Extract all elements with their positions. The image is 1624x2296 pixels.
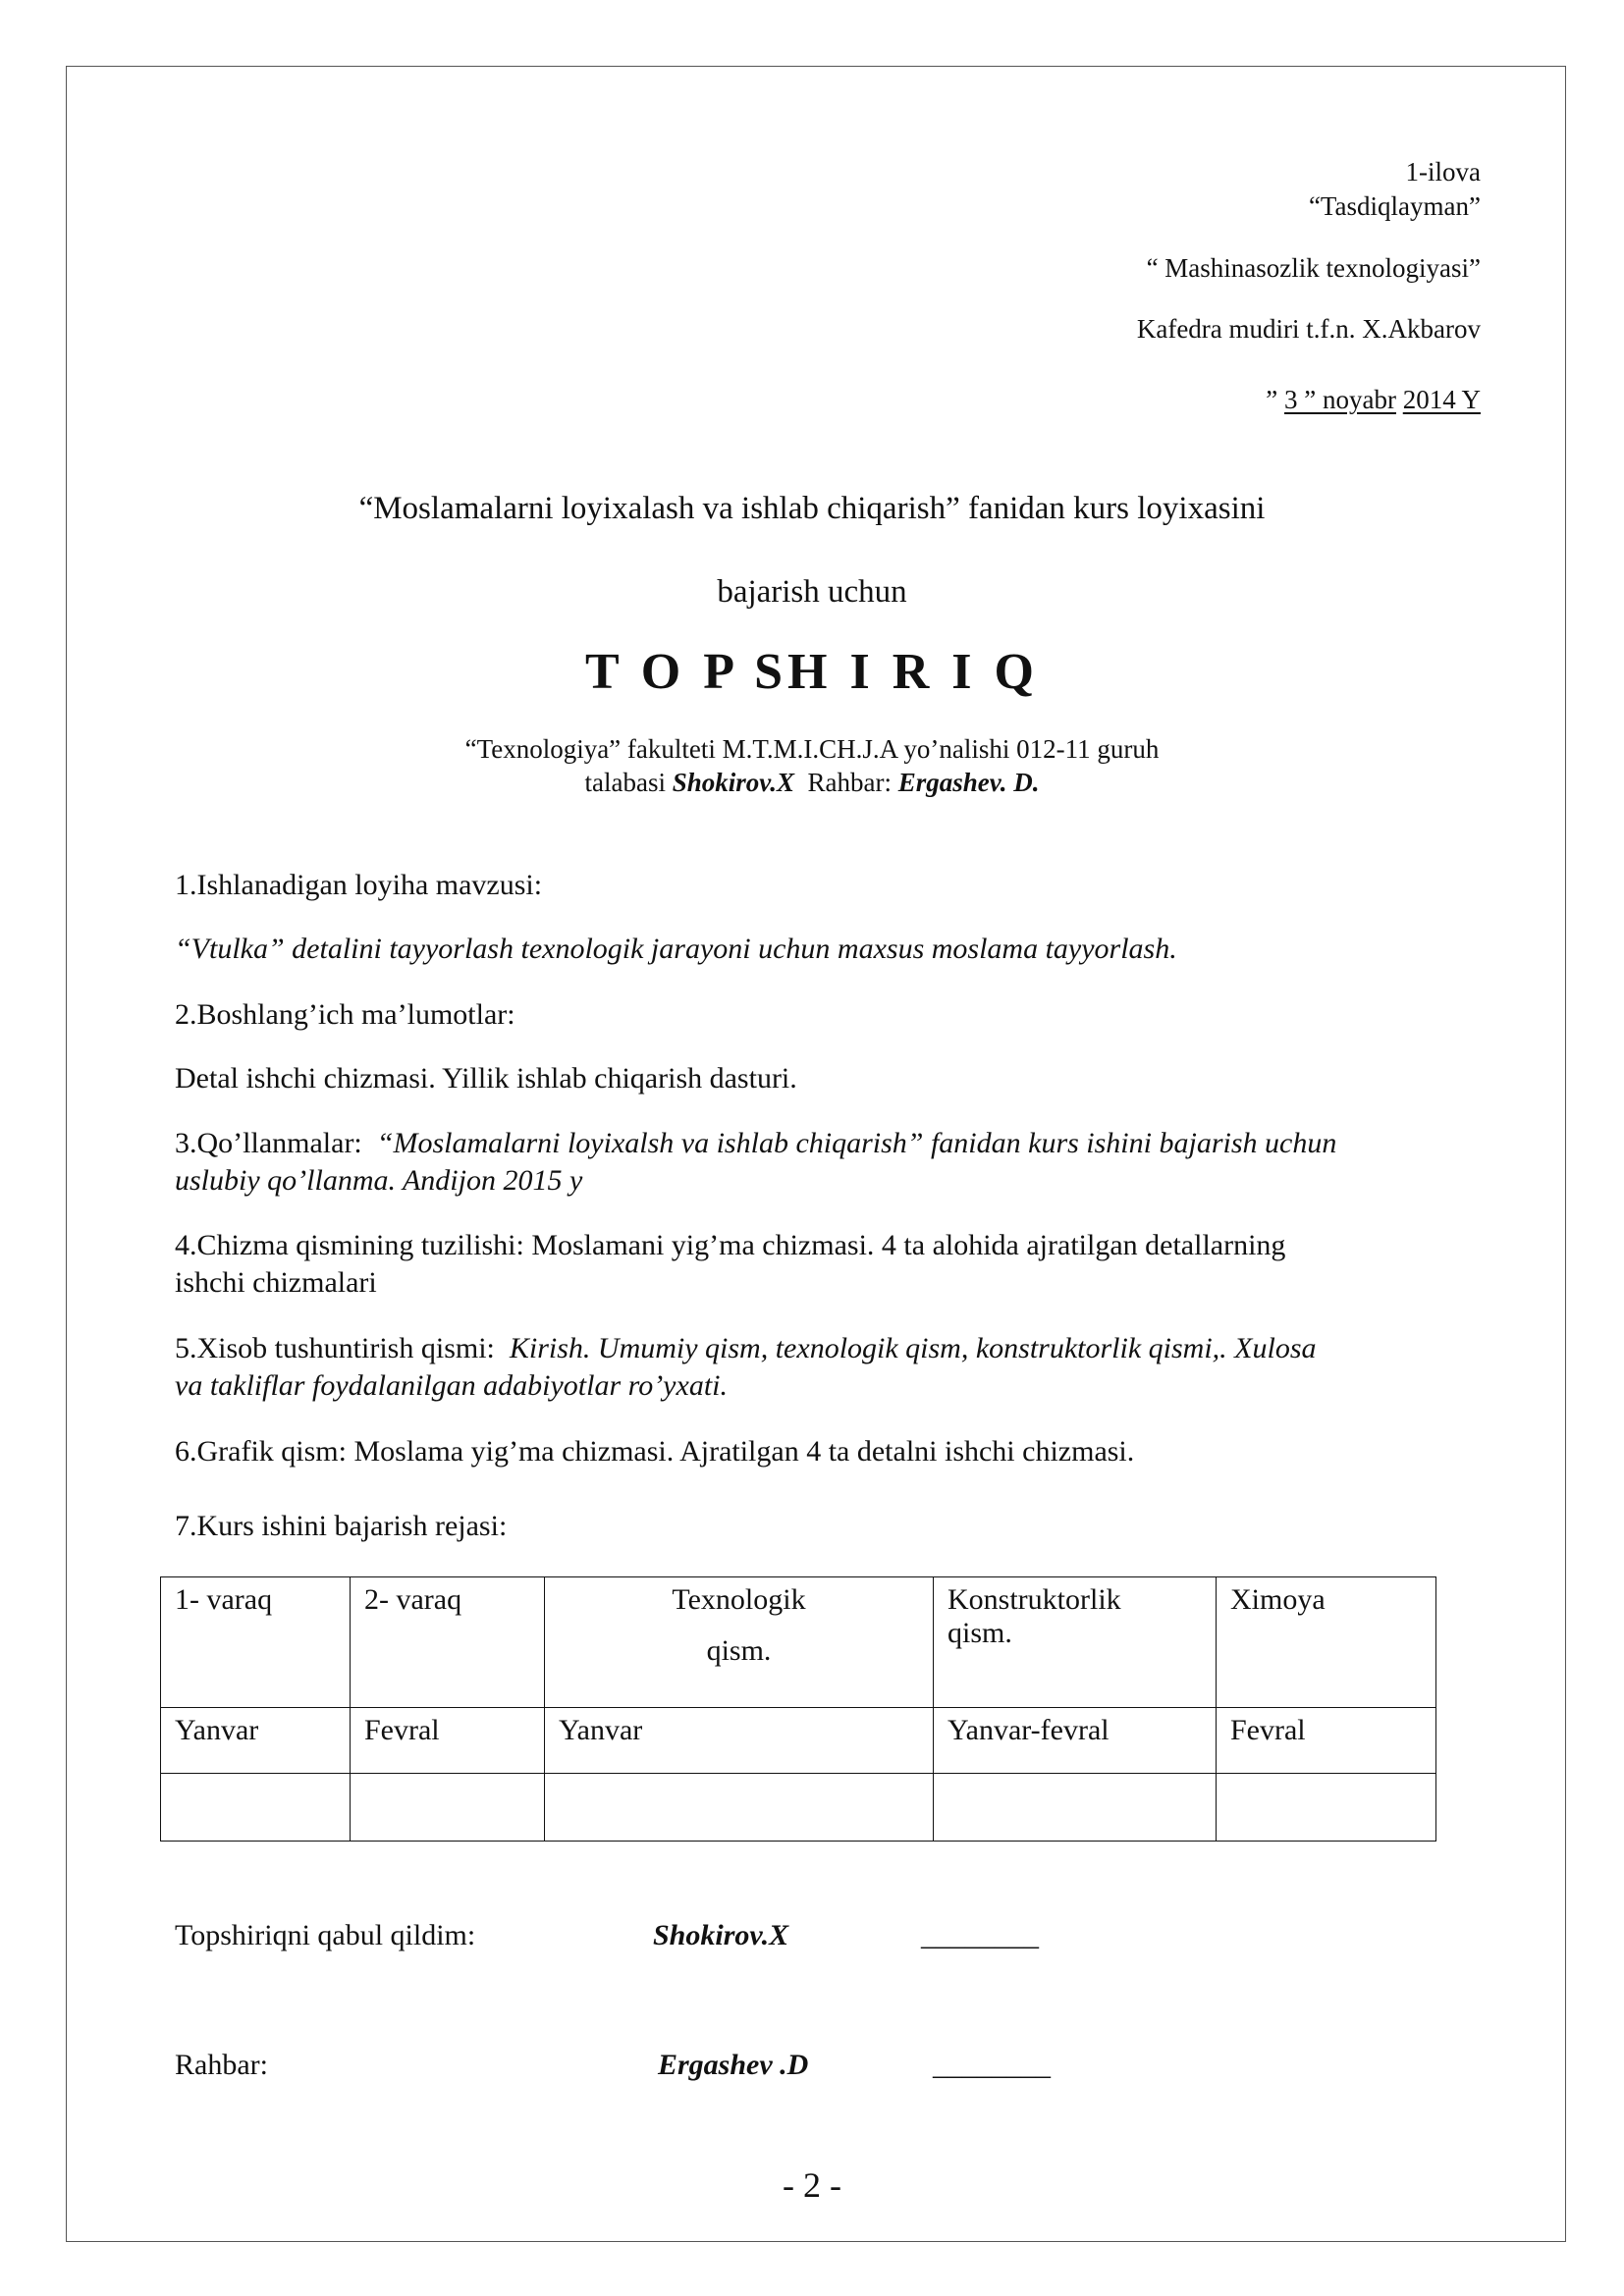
table-row-empty [161, 1774, 1436, 1842]
item-1-label: 1.Ishlanadigan loyiha mavzusi: [175, 869, 543, 901]
appendix-label: 1-ilova [1405, 157, 1481, 187]
date-day: 3 ” [1284, 385, 1324, 414]
student-name: Shokirov.X [672, 768, 794, 797]
item-6: 6.Grafik qism: Moslama yig’ma chizmasi. Ajratilgan 4 ta detalni ishchi chizmasi. [175, 1435, 1135, 1468]
date-prefix: ” [1266, 385, 1278, 414]
item-3-label: 3.Qo’llanmalar: [175, 1127, 377, 1159]
header-constructive: Konstruktorlik [947, 1583, 1121, 1616]
item-4-line-1: 4.Chizma qismining tuzilishi: Moslamani yig’ma chizmasi. 4 ta alohida ajratilgan detallarning [175, 1229, 1286, 1261]
table-cell: Yanvar [161, 1708, 351, 1774]
table-header-cell: Ximoya [1217, 1577, 1436, 1708]
item-7-label: 7.Kurs ishini bajarish rejasi: [175, 1510, 508, 1542]
header-technological-part: qism. [706, 1634, 772, 1667]
table-header-cell: 2- varaq [351, 1577, 545, 1708]
item-5-value-cont: va takliflar foydalanilgan adabiyotlar ro’yxati. [175, 1369, 728, 1402]
item-2-label: 2.Boshlang’ich ma’lumotlar: [175, 998, 515, 1031]
item-5-label: 5.Xisob tushuntirish qismi: [175, 1332, 510, 1364]
plan-table [160, 1576, 1436, 1842]
table-header-cell: 1- varaq [161, 1577, 351, 1708]
accepted-label: Topshiriqni qabul qildim: [175, 1919, 476, 1951]
date-year: 2014 Y [1402, 385, 1481, 414]
supervisor-sign-label: Rahbar: [175, 2049, 268, 2081]
table-row [161, 1708, 1436, 1774]
supervisor-sign-name: Ergashev .D [658, 2049, 809, 2081]
page-number: - 2 - [783, 2165, 841, 2205]
item-1-value: “Vtulka” detalini tayyorlash texnologik jarayoni uchun maxsus moslama tayyorlash. [175, 933, 1177, 965]
supervisor-name: Ergashev. D. [897, 768, 1040, 797]
table-cell: Yanvar-fevral [934, 1708, 1217, 1774]
student-label: talabasi [584, 768, 673, 797]
table-cell [545, 1774, 934, 1842]
table-cell: Yanvar [545, 1708, 934, 1774]
supervisor-label: Rahbar: [794, 768, 898, 797]
item-3-value-cont: uslubiy qo’llanma. Andijon 2015 y [175, 1164, 583, 1197]
table-cell [161, 1774, 351, 1842]
item-3 [175, 1127, 1336, 1160]
faculty-line: “Texnologiya” fakulteti M.T.M.I.CH.J.A yo’nalishi 012-11 guruh [464, 734, 1160, 764]
item-5-value: Kirish. Umumiy qism, texnologik qism, konstruktorlik qismi,. Xulosa [509, 1332, 1317, 1364]
date-month: noyabr [1323, 385, 1396, 414]
item-5 [175, 1332, 1317, 1365]
supervisor-signature-line: ________ [933, 2049, 1051, 2081]
heading-line-1: “Moslamalarni loyixalash va ishlab chiqarish” fanidan kurs loyixasini [358, 491, 1266, 526]
table-cell [934, 1774, 1217, 1842]
table-cell [351, 1774, 545, 1842]
table-cell [1217, 1774, 1436, 1842]
item-4-line-2: ishchi chizmalari [175, 1266, 377, 1299]
department-head: Kafedra mudiri t.f.n. X.Akbarov [1136, 314, 1481, 344]
header-technological: Texnologik [672, 1583, 806, 1616]
approval-date [1266, 385, 1481, 415]
table-header-cell [934, 1577, 1217, 1708]
table-header-row [161, 1577, 1436, 1708]
page-title: T O P SH I R I Q [585, 644, 1039, 700]
accepted-signature-line: ________ [921, 1919, 1039, 1951]
student-line [0, 768, 1624, 798]
accepted-name: Shokirov.X [653, 1919, 789, 1951]
heading-line-2: bajarish uchun [717, 574, 907, 610]
item-2-value: Detal ishchi chizmasi. Yillik ishlab chiqarish dasturi. [175, 1062, 797, 1095]
table-cell: Fevral [1217, 1708, 1436, 1774]
department-name: “ Mashinasozlik texnologiyasi” [1146, 253, 1481, 283]
header-constructive-part: qism. [947, 1617, 1012, 1649]
table-header-cell [545, 1577, 934, 1708]
approve-label: “Tasdiqlayman” [1308, 191, 1481, 221]
item-3-value: “Moslamalarni loyixalsh va ishlab chiqarish” fanidan kurs ishini bajarish uchun [376, 1127, 1337, 1159]
table-cell: Fevral [351, 1708, 545, 1774]
